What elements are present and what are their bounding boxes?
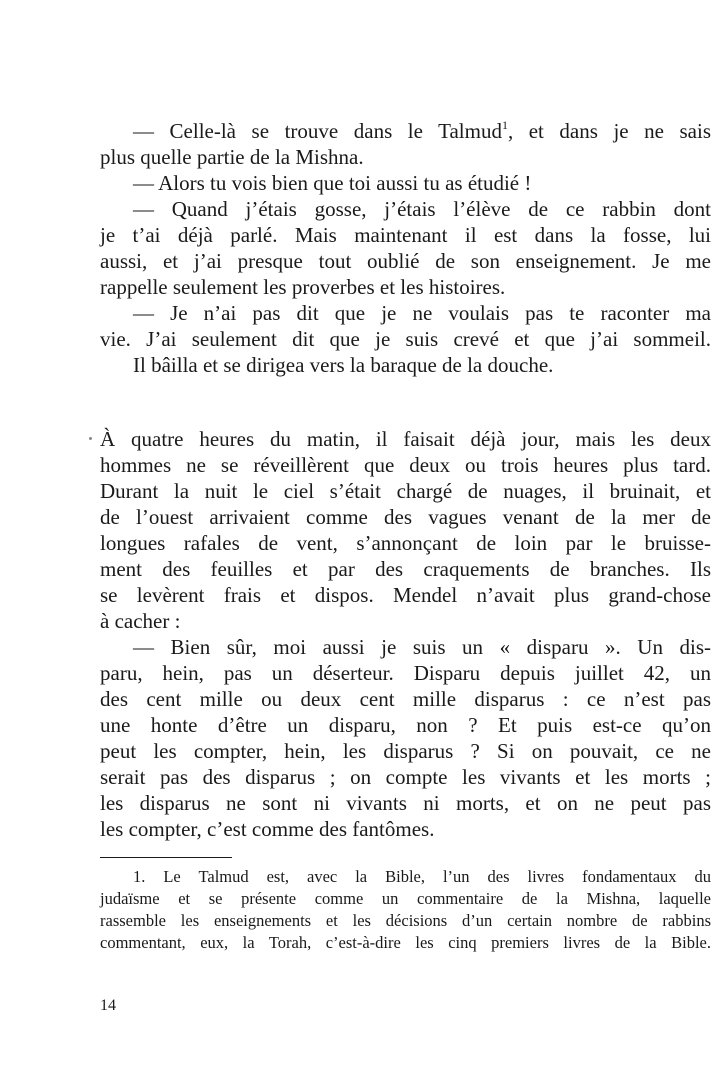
paragraph-line: vie. J’ai seulement dit que je suis crevé et que j’ai sommeil. <box>100 327 711 351</box>
footnote-line: judaïsme et se présente comme un commentaire de la Mishna, laquelle <box>100 889 711 908</box>
paragraph-line: des cent mille ou deux cent mille disparus : ce n’est pas <box>100 687 711 711</box>
paragraph-line: — Quand j’étais gosse, j’étais l’élève de ce rabbin dont <box>133 197 711 221</box>
paragraph-line: aussi, et j’ai presque tout oublié de son enseignement. Je me <box>100 249 711 273</box>
page-number: 14 <box>100 997 116 1014</box>
paragraph-line: Il bâilla et se dirigea vers la baraque de la douche. <box>133 353 554 377</box>
scan-speck <box>89 437 92 440</box>
footnote-separator <box>100 857 232 858</box>
paragraph-line: se levèrent frais et dispos. Mendel n’avait plus grand-chose <box>100 583 711 607</box>
paragraph-line: hommes ne se réveillèrent que deux ou trois heures plus tard. <box>100 453 711 477</box>
paragraph-line: une honte d’être un disparu, non ? Et puis est-ce qu’on <box>100 713 711 737</box>
footnote-line: commentant, eux, la Torah, c’est-à-dire les cinq premiers livres de la Bible. <box>100 933 711 952</box>
paragraph-line: — Bien sûr, moi aussi je suis un « disparu ». Un dis- <box>133 635 711 659</box>
paragraph-line: rappelle seulement les proverbes et les histoires. <box>100 275 506 299</box>
paragraph-line: plus quelle partie de la Mishna. <box>100 145 364 169</box>
footnote-reference: 1 <box>501 118 508 132</box>
paragraph-line: serait pas des disparus ; on compte les vivants et les morts ; <box>100 765 711 789</box>
paragraph-line: Durant la nuit le ciel s’était chargé de nuages, il bruinait, et <box>100 479 711 503</box>
paragraph-line: — Alors tu vois bien que toi aussi tu as étudié ! <box>133 171 532 195</box>
paragraph-line: à cacher : <box>100 609 181 633</box>
paragraph-line: ment des feuilles et par des craquements de branches. Ils <box>100 557 711 581</box>
paragraph-line: je t’ai déjà parlé. Mais maintenant il est dans la fosse, lui <box>100 223 711 247</box>
paragraph-line: peut les compter, hein, les disparus ? Si on pouvait, ce ne <box>100 739 711 763</box>
footnote-line: rassemble les enseignements et les décisions d’un certain nombre de rabbins <box>100 911 711 930</box>
paragraph-line: de l’ouest arrivaient comme des vagues venant de la mer de <box>100 505 711 529</box>
paragraph-line: — Celle-là se trouve dans le Talmud$^1$, et dans je ne sais <box>133 118 712 143</box>
paragraph-line: À quatre heures du matin, il faisait déjà jour, mais les deux <box>100 427 711 451</box>
paragraph-line: — Je n’ai pas dit que je ne voulais pas te raconter ma <box>133 301 711 325</box>
paragraph-line: les compter, c’est comme des fantômes. <box>100 817 435 841</box>
footnote-line: 1. Le Talmud est, avec la Bible, l’un des livres fondamentaux du <box>133 867 711 886</box>
paragraph-line: paru, hein, pas un déserteur. Disparu depuis juillet 42, un <box>100 661 711 685</box>
paragraph-line: les disparus ne sont ni vivants ni morts, et on ne peut pas <box>100 791 711 815</box>
paragraph-line: longues rafales de vent, s’annonçant de loin par le bruisse- <box>100 531 711 555</box>
